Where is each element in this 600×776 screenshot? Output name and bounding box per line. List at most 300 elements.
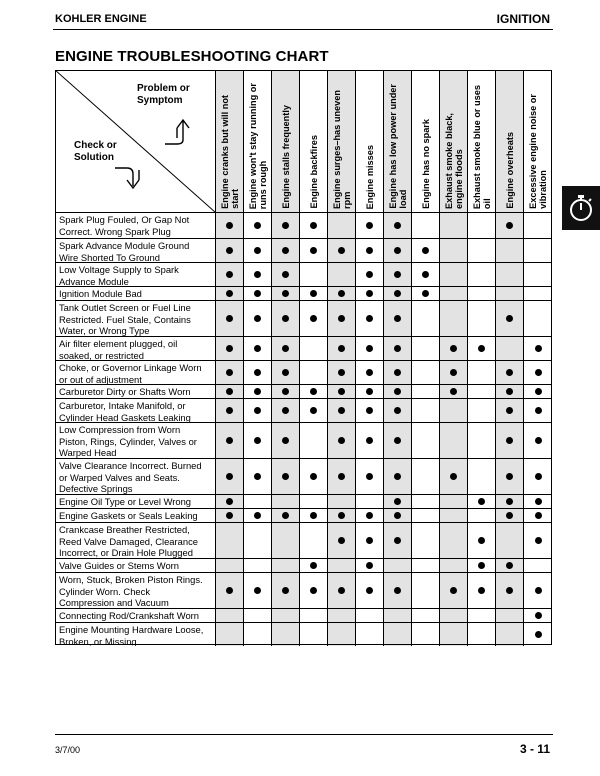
- column-header-label: Exhaust smoke black, engine floods: [443, 112, 464, 209]
- column-header-label: Engine won't stay running or runs rough: [247, 82, 268, 209]
- table-cell: [299, 623, 327, 646]
- bullet-mark: [394, 290, 401, 297]
- column-header-label: Engine backfires: [308, 135, 319, 209]
- table-cell: [383, 337, 411, 360]
- table-cell: [495, 495, 523, 508]
- table-cell: [299, 213, 327, 238]
- bullet-mark: [282, 512, 289, 519]
- table-cell: [411, 287, 439, 300]
- table-cell: [299, 559, 327, 572]
- table-cell: [523, 287, 552, 300]
- table-cell: [355, 239, 383, 262]
- table-cell: [327, 509, 355, 522]
- table-row: [55, 458, 552, 494]
- row-label: Low Voltage Supply to Spark Advance Module: [59, 264, 179, 286]
- table-cell: [439, 573, 467, 608]
- bullet-mark: [254, 271, 261, 278]
- bullet-mark: [394, 587, 401, 594]
- column-header-label: Engine has no spark: [420, 119, 431, 209]
- bullet-mark: [282, 247, 289, 254]
- table-cell: [467, 385, 495, 398]
- table-cell: [411, 213, 439, 238]
- bullet-mark: [310, 512, 317, 519]
- bullet-mark: [394, 271, 401, 278]
- bullet-mark: [254, 315, 261, 322]
- bullet-mark: [338, 290, 345, 297]
- bullet-mark: [535, 512, 542, 519]
- table-cell: [523, 385, 552, 398]
- table-cell: [383, 423, 411, 458]
- bullet-mark: [310, 562, 317, 569]
- table-cell: [495, 239, 523, 262]
- column-header-label: Engine stalls frequently: [280, 105, 291, 209]
- bullet-mark: [310, 587, 317, 594]
- bullet-mark: [226, 437, 233, 444]
- bullet-mark: [506, 562, 513, 569]
- bullet-mark: [394, 537, 401, 544]
- bullet-mark: [394, 498, 401, 505]
- bullet-mark: [506, 473, 513, 480]
- table-cell: [355, 385, 383, 398]
- table-cell: [411, 301, 439, 336]
- table-cell: [523, 459, 552, 494]
- table-cell: [215, 301, 243, 336]
- table-row: [55, 422, 552, 458]
- corner-cell: [55, 70, 215, 212]
- table-cell: [495, 337, 523, 360]
- bullet-mark: [394, 437, 401, 444]
- up-arrow-icon: [165, 120, 189, 144]
- table-row: [55, 558, 552, 572]
- table-cell: [215, 509, 243, 522]
- row-label: Crankcase Breather Restricted, Reed Valve Damaged, Clearance Incorrect, or Drain Hole Plugged: [59, 524, 198, 558]
- table-cell: [495, 623, 523, 646]
- table-cell: [327, 213, 355, 238]
- row-label: Spark Plug Fouled, Or Gap Not Correct. Wrong Spark Plug: [59, 214, 190, 237]
- table-cell: [411, 559, 439, 572]
- bullet-mark: [366, 437, 373, 444]
- table-cell: [271, 559, 299, 572]
- column-header: [495, 70, 523, 212]
- table-cell: [327, 523, 355, 558]
- table-cell: [299, 423, 327, 458]
- table-row: [55, 360, 552, 384]
- bullet-mark: [366, 369, 373, 376]
- table-cell: [439, 263, 467, 286]
- bullet-mark: [535, 612, 542, 619]
- table-cell: [383, 213, 411, 238]
- table-cell: [327, 623, 355, 646]
- check-solution-label: Check or Solution: [74, 140, 117, 163]
- table-row: [55, 508, 552, 522]
- table-cell: [523, 573, 552, 608]
- table-cell: [383, 385, 411, 398]
- table-cell: [383, 239, 411, 262]
- table-cell: [467, 361, 495, 384]
- table-cell: [271, 523, 299, 558]
- bullet-mark: [254, 247, 261, 254]
- table-cell: [271, 385, 299, 398]
- table-cell: [495, 509, 523, 522]
- column-header-label: Exhaust smoke blue or uses oil: [471, 84, 492, 209]
- table-cell: [271, 623, 299, 646]
- column-header-label: Engine misses: [364, 144, 375, 209]
- bullet-mark: [506, 498, 513, 505]
- table-cell: [439, 459, 467, 494]
- table-cell: [439, 609, 467, 622]
- table-cell: [299, 495, 327, 508]
- row-label: Carburetor, Intake Manifold, or Cylinder Head Gaskets Leaking: [59, 400, 191, 422]
- bullet-mark: [254, 222, 261, 229]
- table-cell: [411, 459, 439, 494]
- bullet-mark: [338, 587, 345, 594]
- table-cell: [243, 423, 271, 458]
- bullet-mark: [506, 407, 513, 414]
- table-cell: [243, 523, 271, 558]
- table-cell: [467, 263, 495, 286]
- bullet-mark: [282, 407, 289, 414]
- table-cell: [355, 423, 383, 458]
- bullet-mark: [254, 437, 261, 444]
- table-cell: [215, 239, 243, 262]
- table-cell: [271, 337, 299, 360]
- table-cell: [299, 609, 327, 622]
- column-header: [467, 70, 495, 212]
- bullet-mark: [535, 587, 542, 594]
- table-cell: [215, 573, 243, 608]
- table-cell: [299, 337, 327, 360]
- bullet-mark: [226, 512, 233, 519]
- table-cell: [467, 459, 495, 494]
- table-cell: [439, 623, 467, 646]
- page-number: 3 - 11: [519, 742, 550, 756]
- bullet-mark: [366, 290, 373, 297]
- bullet-mark: [394, 407, 401, 414]
- table-cell: [215, 609, 243, 622]
- bullet-mark: [394, 222, 401, 229]
- table-cell: [243, 263, 271, 286]
- table-cell: [327, 495, 355, 508]
- table-cell: [523, 361, 552, 384]
- table-cell: [243, 573, 271, 608]
- bullet-mark: [282, 345, 289, 352]
- table-cell: [299, 301, 327, 336]
- bullet-mark: [310, 290, 317, 297]
- table-cell: [411, 239, 439, 262]
- table-cell: [243, 459, 271, 494]
- table-row: [55, 572, 552, 608]
- table-cell: [243, 495, 271, 508]
- table-cell: [355, 301, 383, 336]
- table-cell: [523, 559, 552, 572]
- bullet-mark: [535, 437, 542, 444]
- table-cell: [383, 263, 411, 286]
- bullet-mark: [226, 315, 233, 322]
- table-cell: [467, 239, 495, 262]
- table-cell: [355, 609, 383, 622]
- header-right: IGNITION: [496, 12, 550, 26]
- table-cell: [439, 495, 467, 508]
- table-cell: [271, 459, 299, 494]
- table-cell: [271, 573, 299, 608]
- table-cell: [411, 337, 439, 360]
- troubleshooting-chart: [55, 70, 552, 645]
- bullet-mark: [254, 345, 261, 352]
- bullet-mark: [366, 512, 373, 519]
- table-cell: [467, 399, 495, 422]
- table-cell: [327, 399, 355, 422]
- row-label: Low Compression from Worn Piston, Rings, Cylinder, Valves or Warped Head: [59, 424, 197, 458]
- table-cell: [495, 385, 523, 398]
- bullet-mark: [535, 473, 542, 480]
- table-cell: [439, 239, 467, 262]
- table-cell: [299, 459, 327, 494]
- table-cell: [411, 623, 439, 646]
- bullet-mark: [506, 315, 513, 322]
- bullet-mark: [338, 345, 345, 352]
- table-cell: [243, 623, 271, 646]
- bullet-mark: [422, 271, 429, 278]
- table-cell: [271, 213, 299, 238]
- bullet-mark: [282, 271, 289, 278]
- table-row: [55, 522, 552, 558]
- table-cell: [215, 495, 243, 508]
- table-cell: [243, 609, 271, 622]
- table-cell: [327, 423, 355, 458]
- table-cell: [383, 623, 411, 646]
- table-cell: [439, 213, 467, 238]
- table-cell: [467, 213, 495, 238]
- bullet-mark: [535, 498, 542, 505]
- table-cell: [467, 509, 495, 522]
- table-cell: [383, 509, 411, 522]
- table-cell: [271, 609, 299, 622]
- table-cell: [271, 399, 299, 422]
- table-cell: [215, 263, 243, 286]
- bullet-mark: [450, 345, 457, 352]
- table-cell: [411, 523, 439, 558]
- bullet-mark: [394, 388, 401, 395]
- bullet-mark: [338, 247, 345, 254]
- table-cell: [271, 287, 299, 300]
- column-header: [523, 70, 552, 212]
- bullet-mark: [254, 587, 261, 594]
- footer-date: 3/7/00: [55, 745, 81, 755]
- table-cell: [383, 495, 411, 508]
- table-cell: [467, 573, 495, 608]
- table-cell: [523, 263, 552, 286]
- table-cell: [299, 509, 327, 522]
- table-cell: [439, 361, 467, 384]
- table-cell: [243, 213, 271, 238]
- column-header: [243, 70, 271, 212]
- table-cell: [271, 495, 299, 508]
- table-cell: [411, 609, 439, 622]
- table-cell: [467, 523, 495, 558]
- table-cell: [299, 239, 327, 262]
- table-cell: [327, 301, 355, 336]
- bullet-mark: [394, 512, 401, 519]
- table-cell: [327, 609, 355, 622]
- table-cell: [299, 399, 327, 422]
- table-cell: [439, 337, 467, 360]
- table-cell: [271, 239, 299, 262]
- bullet-mark: [394, 315, 401, 322]
- row-label: Connecting Rod/Crankshaft Worn: [59, 610, 200, 621]
- bullet-mark: [450, 388, 457, 395]
- bullet-mark: [226, 498, 233, 505]
- page-title: ENGINE TROUBLESHOOTING CHART: [55, 48, 329, 65]
- table-row: [55, 622, 552, 646]
- table-cell: [243, 301, 271, 336]
- row-label: Worn, Stuck, Broken Piston Rings. Cylinder Worn. Check Compression and Vacuum: [59, 574, 203, 608]
- column-header: [439, 70, 467, 212]
- table-cell: [327, 459, 355, 494]
- bullet-mark: [366, 271, 373, 278]
- table-cell: [523, 623, 552, 646]
- row-label: Valve Clearance Incorrect. Burned or Warped Valves and Seats. Defective Springs: [59, 460, 202, 494]
- row-label: Air filter element plugged, oil soaked, or restricted: [59, 338, 178, 360]
- table-cell: [467, 609, 495, 622]
- column-header-label: Engine overheats: [504, 132, 515, 209]
- row-label: Engine Mounting Hardware Loose, Broken, or Missing: [59, 624, 204, 646]
- table-cell: [355, 361, 383, 384]
- table-cell: [355, 495, 383, 508]
- table-cell: [439, 287, 467, 300]
- table-cell: [243, 509, 271, 522]
- table-cell: [327, 559, 355, 572]
- column-header: [327, 70, 355, 212]
- table-cell: [523, 213, 552, 238]
- bullet-mark: [394, 247, 401, 254]
- bullet-mark: [226, 290, 233, 297]
- table-cell: [243, 385, 271, 398]
- table-row: [55, 336, 552, 360]
- table-cell: [383, 459, 411, 494]
- table-cell: [439, 399, 467, 422]
- table-cell: [355, 263, 383, 286]
- table-cell: [243, 559, 271, 572]
- column-header-label: Engine cranks but will not start: [219, 95, 240, 209]
- bullet-mark: [422, 290, 429, 297]
- bullet-mark: [366, 587, 373, 594]
- bullet-mark: [338, 315, 345, 322]
- table-cell: [215, 213, 243, 238]
- table-cell: [411, 361, 439, 384]
- column-header-label: Engine has low power under load: [387, 84, 408, 209]
- table-row: [55, 286, 552, 300]
- bullet-mark: [338, 512, 345, 519]
- bullet-mark: [254, 369, 261, 376]
- section-tab: [562, 186, 600, 230]
- table-cell: [299, 573, 327, 608]
- column-header: [411, 70, 439, 212]
- bullet-mark: [226, 407, 233, 414]
- table-cell: [271, 263, 299, 286]
- bullet-mark: [535, 407, 542, 414]
- table-cell: [495, 523, 523, 558]
- table-cell: [467, 623, 495, 646]
- table-cell: [523, 509, 552, 522]
- table-cell: [439, 301, 467, 336]
- table-cell: [523, 239, 552, 262]
- bullet-mark: [422, 247, 429, 254]
- column-header: [271, 70, 299, 212]
- table-cell: [299, 287, 327, 300]
- table-row: [55, 608, 552, 622]
- bullet-mark: [282, 473, 289, 480]
- table-cell: [243, 239, 271, 262]
- table-row: [55, 398, 552, 422]
- table-cell: [243, 287, 271, 300]
- row-label: Spark Advance Module Ground Wire Shorted To Ground: [59, 240, 190, 262]
- table-cell: [439, 385, 467, 398]
- table-cell: [439, 523, 467, 558]
- bullet-mark: [450, 369, 457, 376]
- bullet-mark: [535, 631, 542, 638]
- table-cell: [439, 559, 467, 572]
- table-cell: [215, 559, 243, 572]
- table-cell: [327, 263, 355, 286]
- table-cell: [215, 623, 243, 646]
- table-cell: [411, 385, 439, 398]
- table-cell: [383, 609, 411, 622]
- table-cell: [411, 399, 439, 422]
- bullet-mark: [310, 407, 317, 414]
- table-cell: [215, 337, 243, 360]
- table-cell: [355, 523, 383, 558]
- bullet-mark: [478, 498, 485, 505]
- stopwatch-icon: [565, 192, 597, 224]
- table-row: [55, 300, 552, 336]
- table-cell: [495, 263, 523, 286]
- table-cell: [439, 509, 467, 522]
- table-cell: [215, 459, 243, 494]
- column-header: [299, 70, 327, 212]
- table-cell: [243, 399, 271, 422]
- table-row: [55, 494, 552, 508]
- table-row: [55, 384, 552, 398]
- bullet-mark: [310, 247, 317, 254]
- problem-symptom-label: Problem or Symptom: [137, 83, 190, 106]
- column-header: [383, 70, 411, 212]
- bullet-mark: [535, 537, 542, 544]
- table-cell: [467, 301, 495, 336]
- bullet-mark: [226, 473, 233, 480]
- bullet-mark: [226, 271, 233, 278]
- table-cell: [327, 239, 355, 262]
- table-cell: [523, 609, 552, 622]
- bullet-mark: [366, 345, 373, 352]
- table-row: [55, 212, 552, 238]
- table-cell: [215, 523, 243, 558]
- bullet-mark: [366, 247, 373, 254]
- bullet-mark: [338, 407, 345, 414]
- bullet-mark: [254, 388, 261, 395]
- table-cell: [467, 423, 495, 458]
- table-cell: [299, 263, 327, 286]
- bullet-mark: [226, 247, 233, 254]
- table-cell: [215, 423, 243, 458]
- bullet-mark: [226, 369, 233, 376]
- table-cell: [355, 399, 383, 422]
- bullet-mark: [394, 473, 401, 480]
- row-label: Engine Gaskets or Seals Leaking: [59, 510, 198, 521]
- table-cell: [495, 609, 523, 622]
- bullet-mark: [366, 388, 373, 395]
- bullet-mark: [366, 315, 373, 322]
- table-cell: [383, 399, 411, 422]
